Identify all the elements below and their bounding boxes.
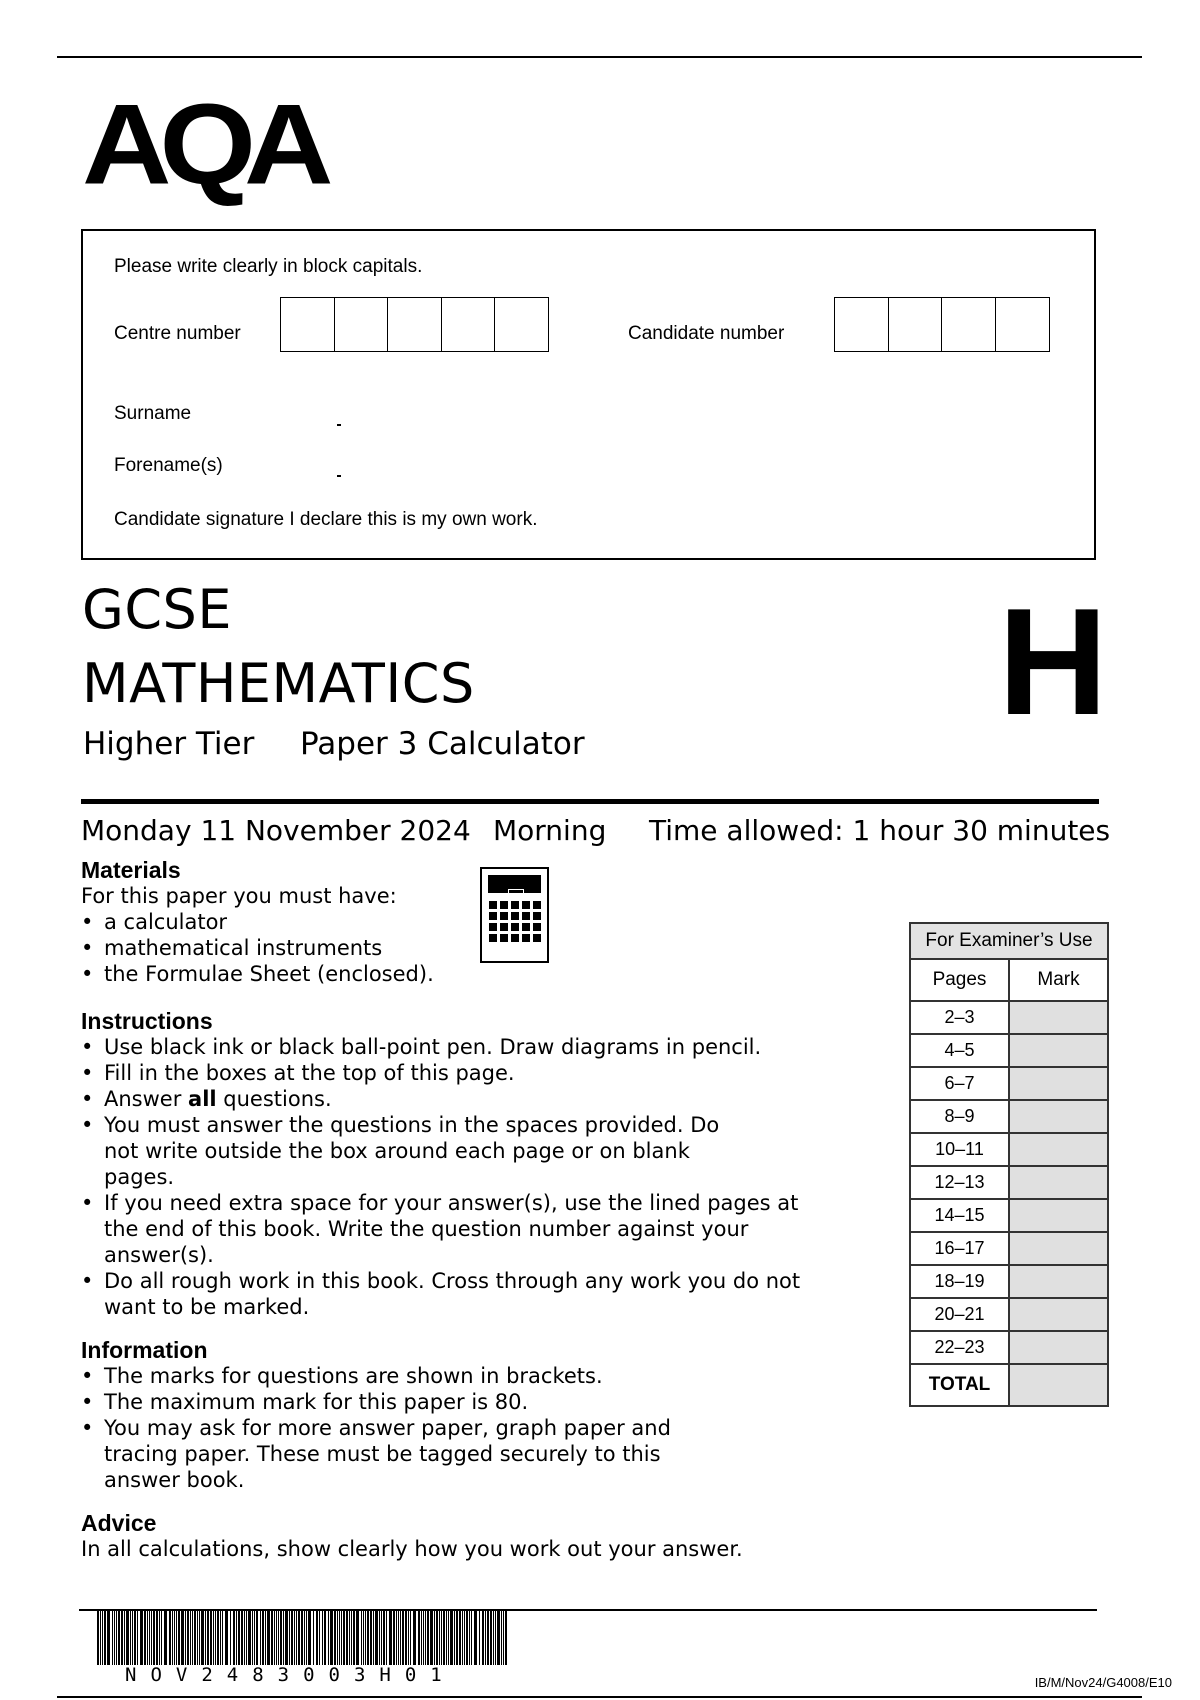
- list-item: • If you need extra space for your answer(s), use the lined pages at the end of this book. Write the question number against your answer(s).: [81, 1190, 826, 1268]
- barcode-bar: [497, 1610, 500, 1665]
- surname-field[interactable]: [330, 390, 950, 430]
- barcode-bar: [244, 1610, 245, 1665]
- barcode-bar: [346, 1610, 348, 1665]
- barcode-bar: [252, 1610, 253, 1665]
- mark-cell[interactable]: [1009, 1199, 1108, 1232]
- list-item: • the Formulae Sheet (enclosed).: [81, 961, 481, 987]
- barcode-bar: [434, 1610, 435, 1665]
- barcode-bar: [280, 1610, 282, 1665]
- page-range: 18–19: [910, 1265, 1009, 1298]
- barcode-bar: [241, 1610, 243, 1665]
- list-item: • Do all rough work in this book. Cross through any work you do not want to be marked.: [81, 1268, 826, 1320]
- barcode-bar: [144, 1610, 146, 1665]
- candidate-number-digit[interactable]: [995, 297, 1050, 352]
- barcode-bar: [194, 1610, 196, 1665]
- barcode-bar: [265, 1610, 266, 1665]
- barcode-bar: [363, 1610, 364, 1665]
- mark-cell[interactable]: [1009, 1067, 1108, 1100]
- barcode-bar: [462, 1610, 463, 1665]
- materials-list: [81, 909, 481, 987]
- tier-letter: H: [998, 577, 1108, 747]
- barcode-bar: [199, 1610, 200, 1665]
- surname-field-marker: [337, 424, 341, 426]
- barcode-bar: [459, 1610, 461, 1665]
- barcode-bar: [490, 1610, 492, 1665]
- block-capitals-instruction: Please write clearly in block capitals.: [114, 256, 423, 277]
- list-item: • You may ask for more answer paper, graph paper and tracing paper. These must be tagged securely to this answer book.: [81, 1415, 714, 1493]
- barcode-bar: [271, 1610, 273, 1665]
- qualification-title: GCSE: [82, 578, 232, 641]
- centre-number-digit[interactable]: [387, 297, 442, 352]
- mark-cell[interactable]: [1009, 1034, 1108, 1067]
- barcode-bar: [185, 1610, 186, 1665]
- barcode-bar: [505, 1610, 507, 1665]
- barcode-bar: [225, 1610, 228, 1665]
- barcode-bar: [153, 1610, 155, 1665]
- barcode-bar: [386, 1610, 387, 1665]
- barcode-bar: [430, 1610, 433, 1665]
- barcode-bar: [205, 1610, 206, 1665]
- barcode-bar: [124, 1610, 125, 1665]
- mark-cell[interactable]: [1009, 1331, 1108, 1364]
- barcode-bar: [197, 1610, 198, 1665]
- centre-number-label: Centre number: [114, 323, 241, 344]
- title-rule: [81, 799, 1099, 804]
- centre-number-digit[interactable]: [494, 297, 549, 352]
- tier-label: Higher Tier: [83, 726, 255, 762]
- barcode-bar: [398, 1610, 399, 1665]
- barcode-bar: [233, 1610, 235, 1665]
- barcode-bar: [274, 1610, 275, 1665]
- page-range: 22–23: [910, 1331, 1009, 1364]
- forenames-field-marker: [337, 475, 341, 477]
- barcode-bar: [389, 1610, 392, 1665]
- barcode-bar: [256, 1610, 258, 1665]
- barcode-bar: [285, 1610, 288, 1665]
- barcode-bar: [381, 1610, 382, 1665]
- barcode-bar: [220, 1610, 221, 1665]
- barcode-bar: [112, 1610, 113, 1665]
- page-range: 4–5: [910, 1034, 1009, 1067]
- barcode-bar: [479, 1610, 480, 1665]
- barcode-bar: [100, 1610, 101, 1665]
- barcode-bar: [187, 1610, 189, 1665]
- materials-heading: Materials: [81, 857, 181, 883]
- mark-cell[interactable]: [1009, 1232, 1108, 1265]
- instructions-heading: Instructions: [81, 1008, 213, 1034]
- barcode-bar: [289, 1610, 290, 1665]
- candidate-number-digit[interactable]: [888, 297, 943, 352]
- barcode-bar: [248, 1610, 251, 1665]
- candidate-number-boxes: [834, 297, 1050, 352]
- barcode-bar: [238, 1610, 240, 1665]
- time-allowed: Time allowed: 1 hour 30 minutes: [649, 814, 1111, 847]
- barcode-bar: [425, 1610, 426, 1665]
- page-range: 14–15: [910, 1199, 1009, 1232]
- barcode-bar: [130, 1610, 131, 1665]
- surname-label: Surname: [114, 403, 192, 424]
- information-list: [81, 1363, 741, 1493]
- barcode-bar: [107, 1610, 110, 1665]
- barcode-bar: [383, 1610, 385, 1665]
- examiner-table-title: For Examiner’s Use: [910, 923, 1108, 959]
- barcode-bar: [276, 1610, 277, 1665]
- candidate-number-digit[interactable]: [834, 297, 889, 352]
- exam-session: Morning: [493, 814, 607, 847]
- barcode-bar: [418, 1610, 420, 1665]
- mark-cell[interactable]: [1009, 1265, 1108, 1298]
- barcode-bar: [147, 1610, 148, 1665]
- barcode-bar: [316, 1610, 318, 1665]
- page-range: 2–3: [910, 1001, 1009, 1034]
- barcode-bar: [482, 1610, 484, 1665]
- barcode-bar: [330, 1610, 333, 1665]
- mark-cell[interactable]: [1009, 1001, 1108, 1034]
- barcode-bar: [260, 1610, 261, 1665]
- mark-cell[interactable]: [1009, 1100, 1108, 1133]
- answer-all-bold: all: [188, 1087, 217, 1111]
- total-label: TOTAL: [910, 1364, 1009, 1406]
- barcode-bar: [365, 1610, 366, 1665]
- calculator-icon: [480, 867, 549, 963]
- barcode-bar: [408, 1610, 409, 1665]
- barcode-bar: [306, 1610, 307, 1665]
- exam-date: Monday 11 November 2024: [81, 814, 471, 847]
- barcode-bar: [116, 1610, 117, 1665]
- barcode-bar: [215, 1610, 216, 1665]
- barcode-bar: [149, 1610, 150, 1665]
- barcode-bar: [308, 1610, 311, 1665]
- page-range: 8–9: [910, 1100, 1009, 1133]
- barcode-bar: [181, 1610, 184, 1665]
- barcode-bar: [169, 1610, 171, 1665]
- barcode-bar: [174, 1610, 175, 1665]
- barcode-bar: [448, 1610, 449, 1665]
- barcode-bar: [201, 1610, 204, 1665]
- barcode-bar: [421, 1610, 422, 1665]
- barcode-bar: [373, 1610, 374, 1665]
- information-heading: Information: [81, 1337, 208, 1363]
- paper-label: Paper 3 Calculator: [300, 726, 585, 762]
- barcode-bar: [439, 1610, 440, 1665]
- barcode-bar: [291, 1610, 293, 1665]
- barcode-bar: [474, 1610, 477, 1665]
- barcode-bar: [375, 1610, 378, 1665]
- pages-column-header: Pages: [910, 959, 1009, 1001]
- barcode-bar: [441, 1610, 442, 1665]
- forenames-field[interactable]: [330, 442, 950, 482]
- barcode-bar: [400, 1610, 401, 1665]
- barcode-bar: [443, 1610, 445, 1665]
- barcode-bar: [230, 1610, 231, 1665]
- barcode-bar: [304, 1610, 305, 1665]
- advice-text: In all calculations, show clearly how you work out your answer.: [81, 1537, 743, 1561]
- barcode-bar: [423, 1610, 424, 1665]
- barcode-bar: [236, 1610, 237, 1665]
- barcode-bar: [396, 1610, 397, 1665]
- list-item: [81, 1086, 826, 1112]
- barcode-bar: [410, 1610, 411, 1665]
- barcode-bar: [254, 1610, 255, 1665]
- forenames-label: Forename(s): [114, 455, 223, 476]
- barcode-bar: [222, 1610, 223, 1665]
- candidate-number-label: Candidate number: [628, 323, 785, 344]
- answer-all-post: questions.: [216, 1087, 332, 1111]
- list-item: • Fill in the boxes at the top of this page.: [81, 1060, 826, 1086]
- barcode-bar: [450, 1610, 453, 1665]
- barcode-bar: [337, 1610, 338, 1665]
- barcode-bar: [192, 1610, 193, 1665]
- candidate-number-digit[interactable]: [941, 297, 996, 352]
- page-range: 12–13: [910, 1166, 1009, 1199]
- barcode-bar: [104, 1610, 106, 1665]
- barcode-bar: [402, 1610, 404, 1665]
- paper-reference: IB/M/Nov24/G4008/E10: [1034, 1675, 1172, 1690]
- barcode-bar: [278, 1610, 279, 1665]
- barcode-bar: [161, 1610, 162, 1665]
- barcode-bar: [217, 1610, 219, 1665]
- barcode-bar: [495, 1610, 496, 1665]
- materials-intro: For this paper you must have:: [81, 884, 397, 908]
- centre-number-boxes: [280, 297, 549, 352]
- instructions-list: [81, 1034, 826, 1320]
- barcode-bar: [351, 1610, 352, 1665]
- list-item: • mathematical instruments: [81, 935, 481, 961]
- list-item: • The marks for questions are shown in brackets.: [81, 1363, 741, 1389]
- barcode-bar: [118, 1610, 120, 1665]
- centre-number-digit[interactable]: [441, 297, 496, 352]
- mark-cell[interactable]: [1009, 1298, 1108, 1331]
- barcode-bar: [172, 1610, 173, 1665]
- barcode-bar: [97, 1610, 99, 1665]
- barcode-bar: [151, 1610, 152, 1665]
- signature-label: Candidate signature I declare this is my own work.: [114, 509, 538, 530]
- barcode-bar: [427, 1610, 429, 1665]
- barcode-bar: [132, 1610, 133, 1665]
- centre-number-digit[interactable]: [280, 297, 335, 352]
- mark-cell[interactable]: [1009, 1166, 1108, 1199]
- barcode: [97, 1610, 509, 1665]
- barcode-bar: [156, 1610, 158, 1665]
- barcode-bar: [126, 1610, 129, 1665]
- barcode-bar: [405, 1610, 407, 1665]
- barcode-bar: [176, 1610, 177, 1665]
- barcode-bar: [262, 1610, 264, 1665]
- barcode-bar: [246, 1610, 247, 1665]
- examiner-use-table: [909, 922, 1109, 1407]
- mark-column-header: Mark: [1009, 959, 1108, 1001]
- barcode-bar: [134, 1610, 136, 1665]
- barcode-bar: [343, 1610, 345, 1665]
- barcode-bar: [341, 1610, 342, 1665]
- barcode-bar: [159, 1610, 160, 1665]
- barcode-bar: [353, 1610, 355, 1665]
- list-item: • You must answer the questions in the spaces provided. Do not write outside the box around each page or on blank pages.: [81, 1112, 724, 1190]
- barcode-bar: [446, 1610, 447, 1665]
- barcode-bar: [190, 1610, 191, 1665]
- mark-cell[interactable]: [1009, 1133, 1108, 1166]
- answer-all-pre: Answer: [104, 1087, 189, 1111]
- barcode-bar: [313, 1610, 314, 1665]
- barcode-bar: [339, 1610, 340, 1665]
- barcode-bar: [469, 1610, 470, 1665]
- barcode-text: NOV2483003H01: [125, 1664, 456, 1686]
- page-range: 16–17: [910, 1232, 1009, 1265]
- page-bottom-rule: [57, 1696, 1142, 1698]
- barcode-bar: [464, 1610, 465, 1665]
- barcode-bar: [361, 1610, 362, 1665]
- barcode-bar: [370, 1610, 372, 1665]
- list-item: • The maximum mark for this paper is 80.: [81, 1389, 741, 1415]
- barcode-bar: [114, 1610, 115, 1665]
- list-item: • Use black ink or black ball-point pen. Draw diagrams in pencil.: [81, 1034, 826, 1060]
- barcode-bar: [319, 1610, 320, 1665]
- barcode-bar: [454, 1610, 455, 1665]
- barcode-bar: [471, 1610, 472, 1665]
- top-rule: [57, 56, 1142, 58]
- barcode-bar: [213, 1610, 214, 1665]
- barcode-bar: [466, 1610, 468, 1665]
- total-mark-cell[interactable]: [1009, 1364, 1108, 1406]
- barcode-bar: [334, 1610, 336, 1665]
- barcode-bar: [294, 1610, 295, 1665]
- barcode-bar: [456, 1610, 458, 1665]
- barcode-bar: [137, 1610, 138, 1665]
- barcode-bar: [324, 1610, 326, 1665]
- page-range: 6–7: [910, 1067, 1009, 1100]
- list-item: • a calculator: [81, 909, 481, 935]
- barcode-bar: [267, 1610, 270, 1665]
- barcode-bar: [283, 1610, 284, 1665]
- barcode-bar: [487, 1610, 489, 1665]
- barcode-bar: [164, 1610, 167, 1665]
- barcode-bar: [493, 1610, 494, 1665]
- barcode-bar: [393, 1610, 395, 1665]
- barcode-bar: [503, 1610, 504, 1665]
- aqa-logo: AQA: [82, 81, 322, 209]
- barcode-bar: [210, 1610, 212, 1665]
- barcode-bar: [356, 1610, 359, 1665]
- barcode-bar: [485, 1610, 486, 1665]
- barcode-bar: [207, 1610, 209, 1665]
- page-range: 10–11: [910, 1133, 1009, 1166]
- centre-number-digit[interactable]: [334, 297, 389, 352]
- barcode-bar: [102, 1610, 103, 1665]
- barcode-bar: [436, 1610, 438, 1665]
- barcode-bar: [322, 1610, 323, 1665]
- barcode-bar: [301, 1610, 303, 1665]
- barcode-bar: [379, 1610, 380, 1665]
- barcode-bar: [140, 1610, 143, 1665]
- barcode-bar: [298, 1610, 300, 1665]
- barcode-bar: [349, 1610, 350, 1665]
- barcode-bar: [121, 1610, 123, 1665]
- barcode-bar: [501, 1610, 502, 1665]
- subject-title: MATHEMATICS: [82, 652, 475, 715]
- barcode-bar: [328, 1610, 329, 1665]
- barcode-bar: [178, 1610, 180, 1665]
- barcode-bar: [296, 1610, 297, 1665]
- page-range: 20–21: [910, 1298, 1009, 1331]
- advice-heading: Advice: [81, 1510, 157, 1536]
- barcode-bar: [367, 1610, 369, 1665]
- barcode-bar: [413, 1610, 416, 1665]
